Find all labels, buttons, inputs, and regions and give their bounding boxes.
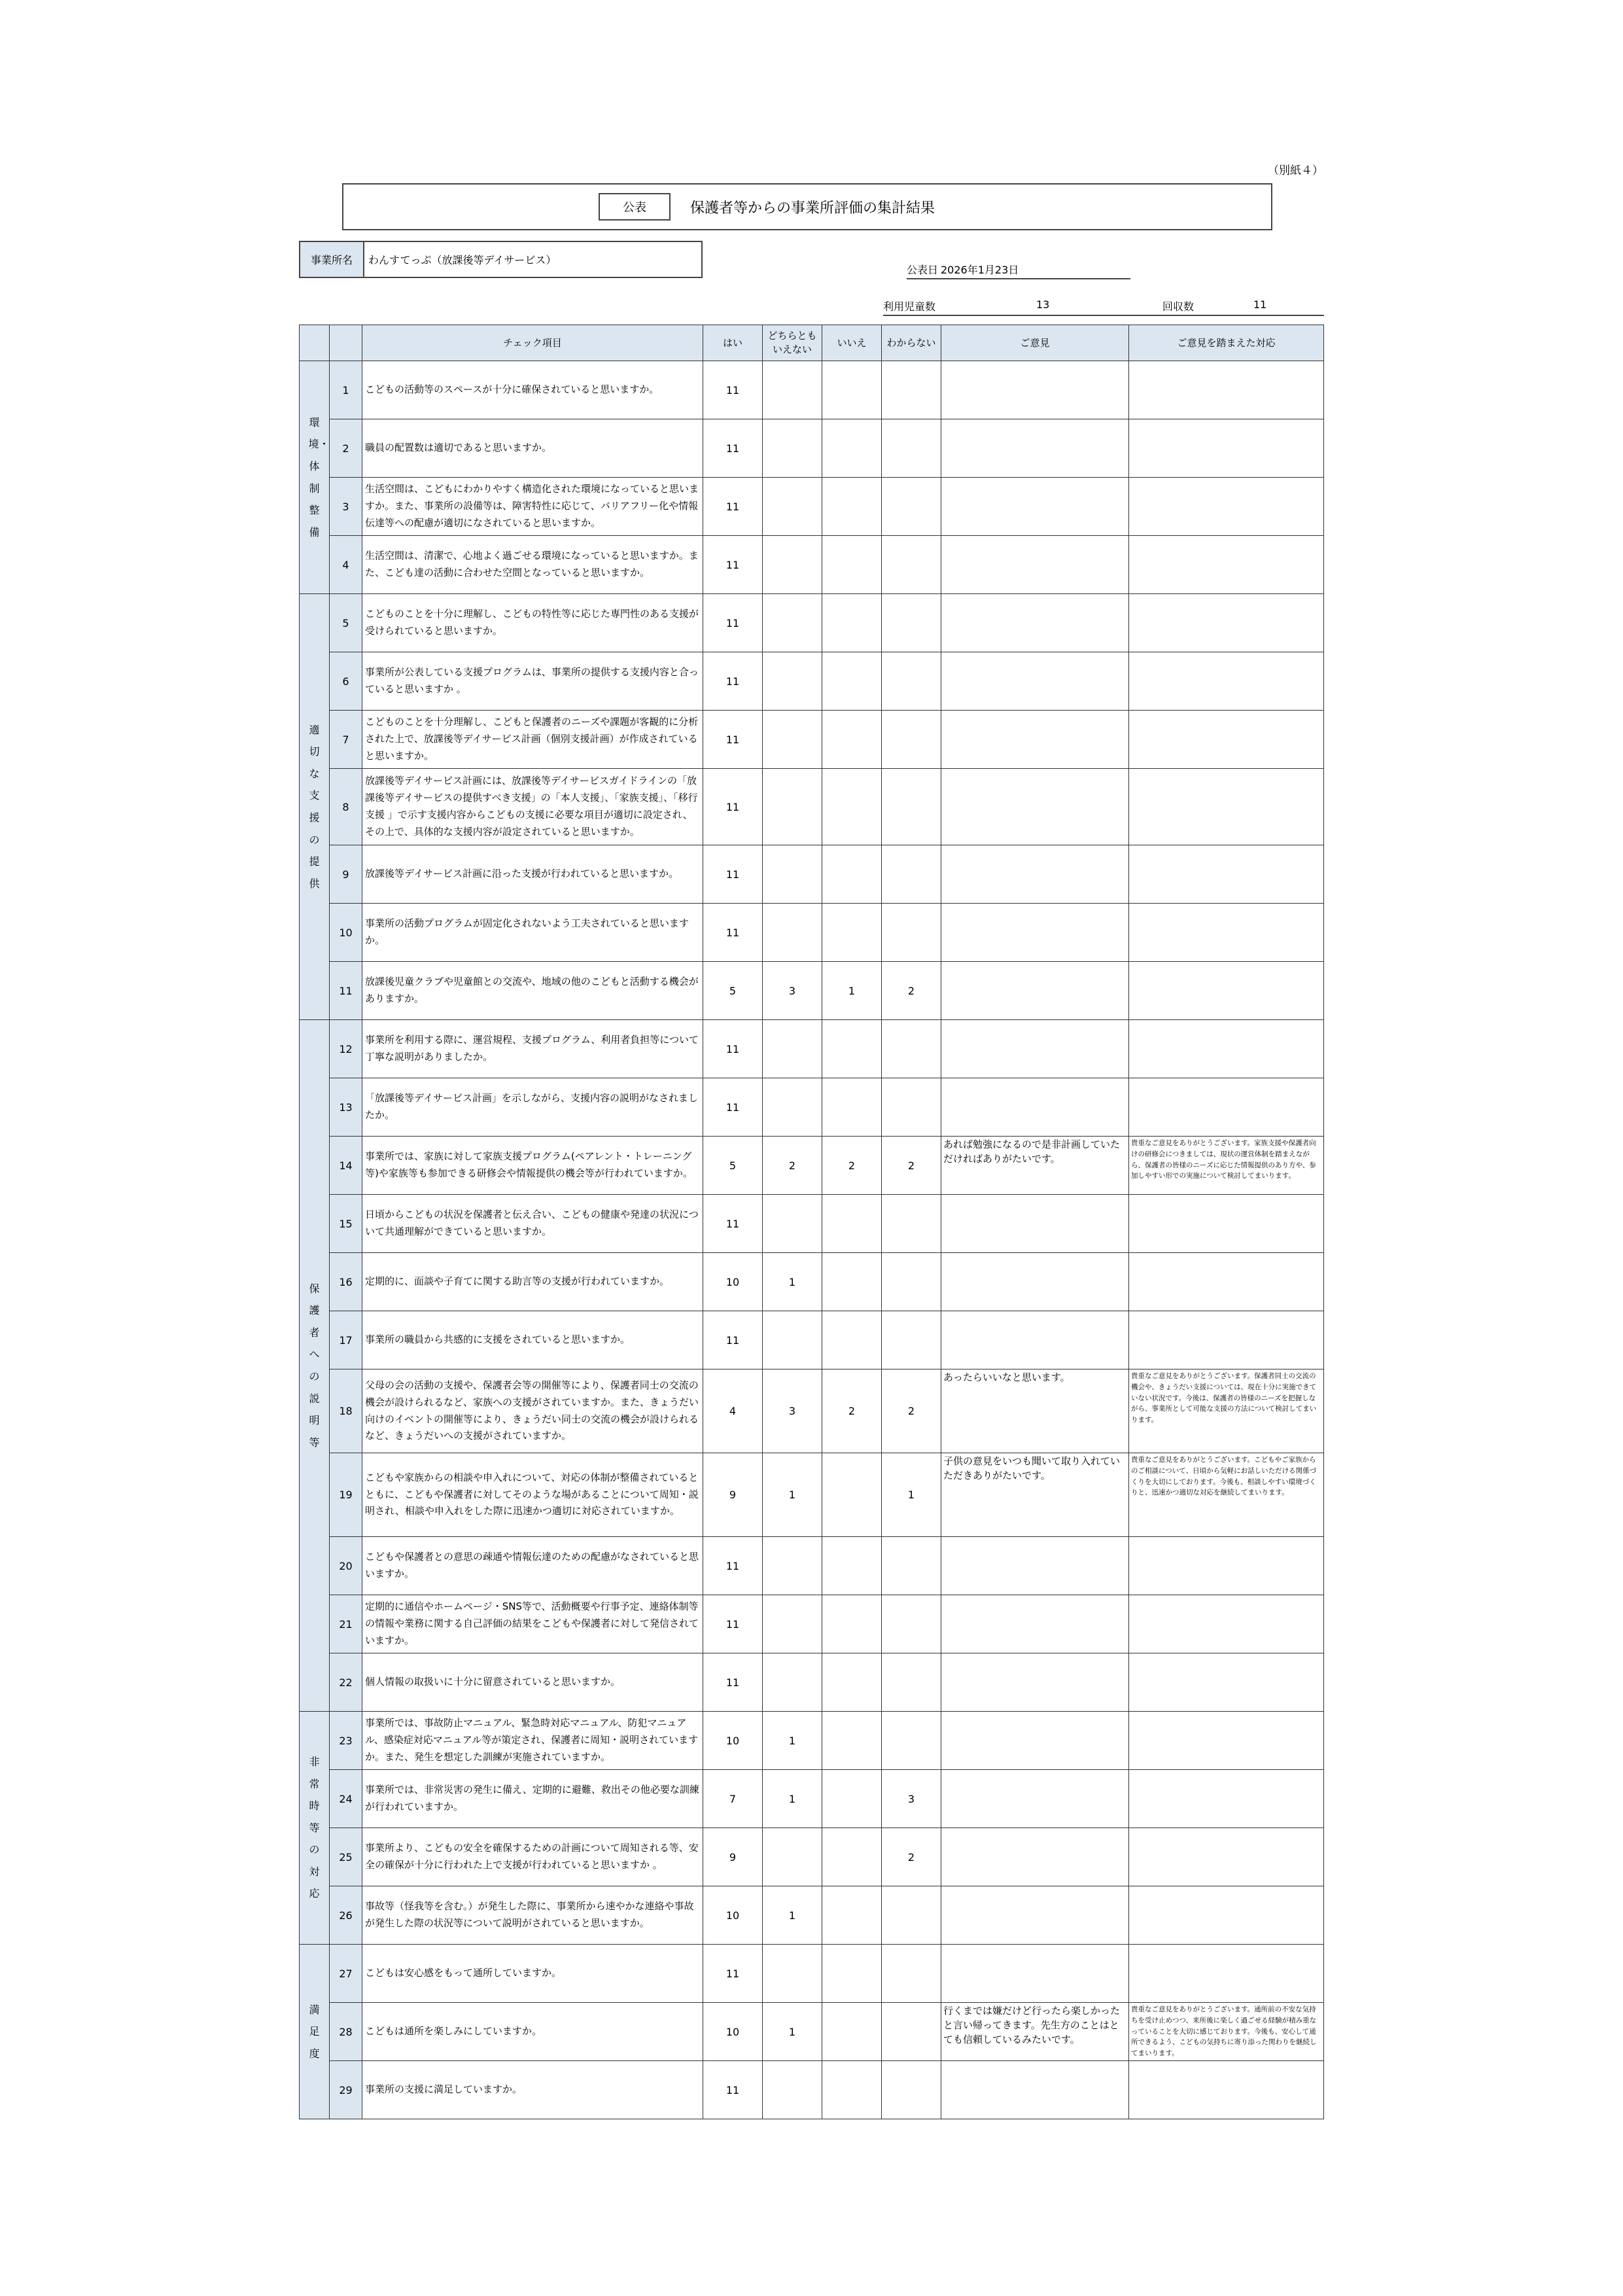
row-number: 11: [330, 962, 362, 1020]
response-text: [1129, 1253, 1324, 1311]
category-environment: [300, 361, 330, 594]
yes-count: 5: [703, 962, 763, 1020]
no-count: [822, 904, 882, 962]
check-item-text: 事業所の職員から共感的に支援をされていると思いますか。: [362, 1311, 703, 1369]
table-row: [300, 536, 1324, 594]
header-no: いいえ: [822, 325, 882, 361]
neither-count: [763, 845, 822, 904]
unknown-count: [882, 769, 941, 845]
check-item-text: 生活空間は、清潔で、心地よく過ごせる環境になっていると思いますか。また、こども達の活動に合わせた空間となっていると思いますか。: [362, 536, 703, 594]
neither-count: [763, 711, 822, 769]
row-number: 26: [330, 1886, 362, 1945]
header-opinion: ご意見: [941, 325, 1129, 361]
no-count: [822, 652, 882, 711]
neither-count: [763, 1311, 822, 1369]
response-text: [1129, 594, 1324, 652]
yes-count: 5: [703, 1137, 763, 1195]
yes-count: 11: [703, 2061, 763, 2119]
header-neither: どちらとも いえない: [763, 325, 822, 361]
publication-date: [907, 262, 1130, 279]
yes-count: 10: [703, 1712, 763, 1770]
response-text: [1129, 1537, 1324, 1595]
response-text: [1129, 1770, 1324, 1828]
header-check-item: チェック項目: [362, 325, 703, 361]
opinion-text: [941, 1311, 1129, 1369]
no-count: [822, 1712, 882, 1770]
check-item-text: 個人情報の取扱いに十分に留意されていると思いますか。: [362, 1653, 703, 1712]
opinion-text: [941, 1828, 1129, 1886]
opinion-text: [941, 1653, 1129, 1712]
no-count: [822, 419, 882, 478]
no-count: [822, 1653, 882, 1712]
check-item-text: 事業所では、事故防止マニュアル、緊急時対応マニュアル、防犯マニュアル、感染症対応マニュアル等が策定され、保護者に周知・説明されていますか。また、発生を想定した訓練が実施されていますか。: [362, 1712, 703, 1770]
check-item-text: こどもの活動等のスペースが十分に確保されていると思いますか。: [362, 361, 703, 419]
opinion-text: [941, 962, 1129, 1020]
table-row: [300, 361, 1324, 419]
opinion-text: [941, 1078, 1129, 1137]
unknown-count: 1: [882, 1453, 941, 1537]
no-count: [822, 1770, 882, 1828]
row-number: 10: [330, 904, 362, 962]
yes-count: 11: [703, 769, 763, 845]
neither-count: [763, 361, 822, 419]
row-number: 25: [330, 1828, 362, 1886]
opinion-text: [941, 419, 1129, 478]
no-count: [822, 1886, 882, 1945]
table-row: [300, 1945, 1324, 2003]
category-support: [300, 594, 330, 1020]
no-count: 2: [822, 1369, 882, 1453]
row-number: 4: [330, 536, 362, 594]
response-text: 貴重なご意見をありがとうございます。こどもやご家族からのご相談について、日頃から気軽にお話しいただける関係づくりを大切にしております。今後も、相談しやすい環境づくりと、迅速かつ適切な対応を継続してまいります。: [1129, 1453, 1324, 1537]
response-text: [1129, 1712, 1324, 1770]
table-row: [300, 2003, 1324, 2061]
check-item-text: 事業所を利用する際に、運営規程、支援プログラム、利用者負担等について丁寧な説明がありましたか。: [362, 1020, 703, 1078]
opinion-text: あれば勉強になるので是非計画していただければありがたいです。: [941, 1137, 1129, 1195]
row-number: 20: [330, 1537, 362, 1595]
unknown-count: 2: [882, 1828, 941, 1886]
table-row: [300, 1195, 1324, 1253]
opinion-text: [941, 361, 1129, 419]
response-text: [1129, 845, 1324, 904]
row-number: 9: [330, 845, 362, 904]
no-count: 2: [822, 1137, 882, 1195]
neither-count: 2: [763, 1137, 822, 1195]
table-row: [300, 2061, 1324, 2119]
yes-count: 10: [703, 2003, 763, 2061]
check-item-text: 「放課後等デイサービス計画」を示しながら、支援内容の説明がなされましたか。: [362, 1078, 703, 1137]
yes-count: 4: [703, 1369, 763, 1453]
check-item-text: 事業所では、家族に対して家族支援プログラム(ペアレント・トレーニング等)や家族等も参加できる研修会や情報提供の機会等が行われていますか。: [362, 1137, 703, 1195]
page-title: 保護者等からの事業所評価の集計結果: [690, 200, 935, 217]
yes-count: 11: [703, 1195, 763, 1253]
neither-count: [763, 1195, 822, 1253]
opinion-text: [941, 904, 1129, 962]
neither-count: [763, 1945, 822, 2003]
yes-count: 11: [703, 711, 763, 769]
unknown-count: 2: [882, 1137, 941, 1195]
response-text: [1129, 536, 1324, 594]
category-label: 環境・体制整備: [308, 415, 330, 539]
unknown-count: [882, 478, 941, 536]
yes-count: 11: [703, 536, 763, 594]
check-item-text: こどものことを十分理解し、こどもと保護者のニーズや課題が客観的に分析された上で、放課後等デイサービス計画（個別支援計画）が作成されていると思いますか。: [362, 711, 703, 769]
response-text: [1129, 1195, 1324, 1253]
unknown-count: [882, 904, 941, 962]
neither-count: [763, 1078, 822, 1137]
neither-count: [763, 1595, 822, 1653]
no-count: [822, 1828, 882, 1886]
unknown-count: 3: [882, 1770, 941, 1828]
yes-count: 9: [703, 1828, 763, 1886]
check-item-text: こどもは安心感をもって通所していますか。: [362, 1945, 703, 2003]
response-text: [1129, 962, 1324, 1020]
unknown-count: [882, 536, 941, 594]
row-number: 17: [330, 1311, 362, 1369]
no-count: [822, 711, 882, 769]
opinion-text: [941, 1195, 1129, 1253]
users-count: 13: [1036, 298, 1050, 311]
row-number: 23: [330, 1712, 362, 1770]
opinion-text: [941, 478, 1129, 536]
no-count: [822, 361, 882, 419]
check-item-text: 放課後等デイサービス計画には、放課後等デイサービスガイドラインの「放課後等デイサービスの提供すべき支援」の「本人支援」、「家族支援」、「移行支援 」で示す支援内容からこどもの支援に必要な項目が適切に設定され、その上で、具体的な支援内容が設定されていると思いますか。: [362, 769, 703, 845]
row-number: 18: [330, 1369, 362, 1453]
no-count: [822, 2061, 882, 2119]
category-label: 適切な支援の提供: [309, 723, 320, 890]
row-number: 8: [330, 769, 362, 845]
yes-count: 11: [703, 1945, 763, 2003]
table-row: [300, 1137, 1324, 1195]
table-row: [300, 1253, 1324, 1311]
no-count: [822, 1195, 882, 1253]
neither-count: 3: [763, 1369, 822, 1453]
yes-count: 11: [703, 478, 763, 536]
response-text: [1129, 769, 1324, 845]
neither-count: [763, 652, 822, 711]
unknown-count: [882, 1886, 941, 1945]
row-number: 22: [330, 1653, 362, 1712]
no-count: [822, 1078, 882, 1137]
check-item-text: 事故等（怪我等を含む。）が発生した際に、事業所から速やかな連絡や事故が発生した際の状況等について説明がされていると思いますか。: [362, 1886, 703, 1945]
check-item-text: 生活空間は、こどもにわかりやすく構造化された環境になっていると思いますか。また、事業所の設備等は、障害特性に応じて、バリアフリー化や情報伝達等への配慮が適切になされていると思いますか。: [362, 478, 703, 536]
unknown-count: [882, 711, 941, 769]
unknown-count: [882, 652, 941, 711]
neither-count: 1: [763, 1453, 822, 1537]
unknown-count: [882, 2003, 941, 2061]
table-row: [300, 1653, 1324, 1712]
unknown-count: [882, 1311, 941, 1369]
response-text: [1129, 711, 1324, 769]
no-count: 1: [822, 962, 882, 1020]
check-item-text: 定期的に、面談や子育てに関する助言等の支援が行われていますか。: [362, 1253, 703, 1311]
response-text: [1129, 478, 1324, 536]
row-number: 15: [330, 1195, 362, 1253]
opinion-text: [941, 652, 1129, 711]
response-text: [1129, 904, 1324, 962]
response-text: [1129, 1311, 1324, 1369]
check-item-text: 事業所では、非常災害の発生に備え、定期的に避難、救出その他必要な訓練が行われていますか。: [362, 1770, 703, 1828]
yes-count: 11: [703, 1020, 763, 1078]
row-number: 14: [330, 1137, 362, 1195]
yes-count: 11: [703, 594, 763, 652]
check-item-text: 定期的に通信やホームページ・SNS等で、活動概要や行事予定、連絡体制等の情報や業務に関する自己評価の結果をこどもや保護者に対して発信されていますか。: [362, 1595, 703, 1653]
neither-count: [763, 536, 822, 594]
category-satisfaction: [300, 1945, 330, 2119]
unknown-count: [882, 1595, 941, 1653]
neither-count: [763, 478, 822, 536]
no-count: [822, 1453, 882, 1537]
check-item-text: 事業所より、こどもの安全を確保するための計画について周知される等、安全の確保が十分に行われた上で支援が行われていると思いますか 。: [362, 1828, 703, 1886]
neither-count: [763, 1653, 822, 1712]
table-row: [300, 1311, 1324, 1369]
header-blank-category: [300, 325, 330, 361]
yes-count: 11: [703, 845, 763, 904]
unknown-count: [882, 845, 941, 904]
opinion-text: [941, 536, 1129, 594]
check-item-text: こどもや家族からの相談や申入れについて、対応の体制が整備されているとともに、こどもや保護者に対してそのような場があることについて周知・説明され、相談や申入れをした際に迅速かつ適切に対応されていますか。: [362, 1453, 703, 1537]
unknown-count: [882, 1020, 941, 1078]
header-yes: はい: [703, 325, 763, 361]
office-name: わんすてっぷ（放課後等デイサービス）: [368, 254, 557, 266]
check-item-text: 日頃からこどもの状況を保護者と伝え合い、こどもの健康や発達の状況について共通理解ができていると思いますか。: [362, 1195, 703, 1253]
unknown-count: [882, 1195, 941, 1253]
response-text: 貴重なご意見をありがとうございます。保護者同士の交流の機会や、きょうだい支援については、現在十分に実施できていない状況です。今後は、保護者の皆様のニーズを把握しながら、事業所として可能な支援の方法について検討してまいります。: [1129, 1369, 1324, 1453]
annex-label: （別紙４）: [1268, 164, 1323, 177]
response-text: [1129, 1078, 1324, 1137]
neither-count: [763, 1828, 822, 1886]
yes-count: 11: [703, 1653, 763, 1712]
yes-count: 10: [703, 1886, 763, 1945]
opinion-text: [941, 711, 1129, 769]
response-text: [1129, 1653, 1324, 1712]
yes-count: 11: [703, 419, 763, 478]
neither-count: [763, 2061, 822, 2119]
neither-count: 1: [763, 1253, 822, 1311]
public-label: 公表: [599, 193, 671, 221]
response-text: [1129, 419, 1324, 478]
neither-count: 1: [763, 1886, 822, 1945]
opinion-text: [941, 769, 1129, 845]
opinion-text: [941, 1945, 1129, 2003]
check-item-text: 父母の会の活動の支援や、保護者会等の開催等により、保護者同士の交流の機会が設けられるなど、家族への支援がされていますか。また、きょうだい向けのイベントの開催等により、きょうだい同士の交流の機会が設けられるなど、きょうだいへの支援がされていますか。: [362, 1369, 703, 1453]
evaluation-table: [299, 325, 1324, 2119]
responses-count: 11: [1253, 298, 1267, 311]
neither-count: [763, 594, 822, 652]
opinion-text: 子供の意見をいつも聞いて取り入れていただきありがたいです。: [941, 1453, 1129, 1537]
unknown-count: [882, 594, 941, 652]
check-item-text: こどものことを十分に理解し、こどもの特性等に応じた専門性のある支援が受けられていると思いますか。: [362, 594, 703, 652]
table-row: [300, 1369, 1324, 1453]
check-item-text: こどもは通所を楽しみにしていますか。: [362, 2003, 703, 2061]
yes-count: 11: [703, 652, 763, 711]
response-text: [1129, 2061, 1324, 2119]
response-text: 貴重なご意見をありがとうございます。家族支援や保護者向けの研修会につきましては、現状の運営体制を踏まえながら、保護者の皆様のニーズに応じた情報提供のあり方や、参加しやすい形での実施について検討してまいります。: [1129, 1137, 1324, 1195]
no-count: [822, 1253, 882, 1311]
title-box: [342, 183, 1272, 230]
table-row: [300, 1020, 1324, 1078]
table-row: [300, 904, 1324, 962]
check-item-text: 事業所が公表している支援プログラムは、事業所の提供する支援内容と合っていると思いますか 。: [362, 652, 703, 711]
opinion-text: [941, 1770, 1129, 1828]
table-header-row: [300, 325, 1324, 361]
opinion-text: [941, 2061, 1129, 2119]
table-row: [300, 769, 1324, 845]
unknown-count: [882, 1653, 941, 1712]
category-explanation: [300, 1020, 330, 1712]
table-row: [300, 1828, 1324, 1886]
opinion-text: あったらいいなと思います。: [941, 1369, 1129, 1453]
no-count: [822, 2003, 882, 2061]
table-row: [300, 1712, 1324, 1770]
neither-count: 3: [763, 962, 822, 1020]
table-row: [300, 962, 1324, 1020]
yes-count: 9: [703, 1453, 763, 1537]
response-text: 貴重なご意見をありがとうございます。通所前の不安な気持ちを受け止めつつ、来所後に楽しく過ごせる経験が積み重なっていることを大切に感じております。今後も、安心して通所できるよう、こどもの気持ちに寄り添った関わりを継続してまいります。: [1129, 2003, 1324, 2061]
neither-count: [763, 1020, 822, 1078]
table-row: [300, 1770, 1324, 1828]
row-number: 27: [330, 1945, 362, 2003]
opinion-text: [941, 1886, 1129, 1945]
neither-count: [763, 419, 822, 478]
opinion-text: [941, 1537, 1129, 1595]
table-row: [300, 652, 1324, 711]
unknown-count: 2: [882, 962, 941, 1020]
office-box: [299, 241, 703, 278]
no-count: [822, 478, 882, 536]
yes-count: 11: [703, 1537, 763, 1595]
table-row: [300, 711, 1324, 769]
row-number: 6: [330, 652, 362, 711]
row-number: 12: [330, 1020, 362, 1078]
yes-count: 11: [703, 1078, 763, 1137]
header-unknown: わからない: [882, 325, 941, 361]
unknown-count: [882, 1253, 941, 1311]
pub-date-value: 2026年1月23日: [941, 264, 1019, 276]
table-row: [300, 845, 1324, 904]
neither-count: [763, 769, 822, 845]
response-text: [1129, 1828, 1324, 1886]
no-count: [822, 1945, 882, 2003]
category-label: 非常時等の対応: [309, 1755, 320, 1900]
row-number: 2: [330, 419, 362, 478]
row-number: 13: [330, 1078, 362, 1137]
table-row: [300, 1595, 1324, 1653]
users-label: 利用児童数: [883, 300, 936, 313]
response-text: [1129, 1595, 1324, 1653]
opinion-text: [941, 1020, 1129, 1078]
row-number: 3: [330, 478, 362, 536]
opinion-text: [941, 1712, 1129, 1770]
opinion-text: 行くまでは嫌だけど行ったら楽しかったと言い帰ってきます。先生方のことはとても信頼しているみたいです。: [941, 2003, 1129, 2061]
table-body: [300, 361, 1324, 2119]
row-number: 21: [330, 1595, 362, 1653]
table-row: [300, 1886, 1324, 1945]
neither-count: 1: [763, 2003, 822, 2061]
yes-count: 11: [703, 361, 763, 419]
check-item-text: 放課後児童クラブや児童館との交流や、地域の他のこどもと活動する機会がありますか。: [362, 962, 703, 1020]
neither-count: 1: [763, 1712, 822, 1770]
table-row: [300, 419, 1324, 478]
check-item-text: 事業所の支援に満足していますか。: [362, 2061, 703, 2119]
unknown-count: [882, 361, 941, 419]
neither-count: [763, 1537, 822, 1595]
check-item-text: 職員の配置数は適切であると思いますか。: [362, 419, 703, 478]
opinion-text: [941, 1595, 1129, 1653]
row-number: 19: [330, 1453, 362, 1537]
neither-count: 1: [763, 1770, 822, 1828]
unknown-count: [882, 419, 941, 478]
table-row: [300, 594, 1324, 652]
office-label: 事業所名: [300, 242, 364, 277]
no-count: [822, 1020, 882, 1078]
row-number: 1: [330, 361, 362, 419]
yes-count: 11: [703, 904, 763, 962]
response-text: [1129, 1945, 1324, 2003]
table-row: [300, 1453, 1324, 1537]
yes-count: 11: [703, 1595, 763, 1653]
yes-count: 11: [703, 1311, 763, 1369]
unknown-count: 2: [882, 1369, 941, 1453]
row-number: 16: [330, 1253, 362, 1311]
category-emergency: [300, 1712, 330, 1945]
check-item-text: 事業所の活動プログラムが固定化されないよう工夫されていると思いますか。: [362, 904, 703, 962]
neither-count: [763, 904, 822, 962]
check-item-text: こどもや保護者との意思の疎通や情報伝達のための配慮がなされていると思いますか。: [362, 1537, 703, 1595]
header-response: ご意見を踏まえた対応: [1129, 325, 1324, 361]
table-row: [300, 1078, 1324, 1137]
category-label: 満足度: [309, 2003, 320, 2060]
response-text: [1129, 1886, 1324, 1945]
check-item-text: 放課後等デイサービス計画に沿った支援が行われていると思いますか。: [362, 845, 703, 904]
no-count: [822, 1311, 882, 1369]
opinion-text: [941, 845, 1129, 904]
category-label: 保護者への説明等: [309, 1282, 320, 1449]
row-number: 7: [330, 711, 362, 769]
response-text: [1129, 652, 1324, 711]
no-count: [822, 1537, 882, 1595]
opinion-text: [941, 594, 1129, 652]
row-number: 24: [330, 1770, 362, 1828]
unknown-count: [882, 1537, 941, 1595]
no-count: [822, 845, 882, 904]
header-blank-number: [330, 325, 362, 361]
no-count: [822, 536, 882, 594]
unknown-count: [882, 2061, 941, 2119]
pub-date-label: 公表日: [907, 264, 939, 276]
responses-label: 回収数: [1162, 300, 1195, 313]
unknown-count: [882, 1712, 941, 1770]
yes-count: 10: [703, 1253, 763, 1311]
opinion-text: [941, 1253, 1129, 1311]
unknown-count: [882, 1078, 941, 1137]
row-number: 29: [330, 2061, 362, 2119]
table-row: [300, 1537, 1324, 1595]
unknown-count: [882, 1945, 941, 2003]
response-text: [1129, 361, 1324, 419]
table-row: [300, 478, 1324, 536]
no-count: [822, 1595, 882, 1653]
no-count: [822, 594, 882, 652]
row-number: 28: [330, 2003, 362, 2061]
row-number: 5: [330, 594, 362, 652]
counts-line: [883, 298, 1324, 316]
no-count: [822, 769, 882, 845]
yes-count: 7: [703, 1770, 763, 1828]
response-text: [1129, 1020, 1324, 1078]
